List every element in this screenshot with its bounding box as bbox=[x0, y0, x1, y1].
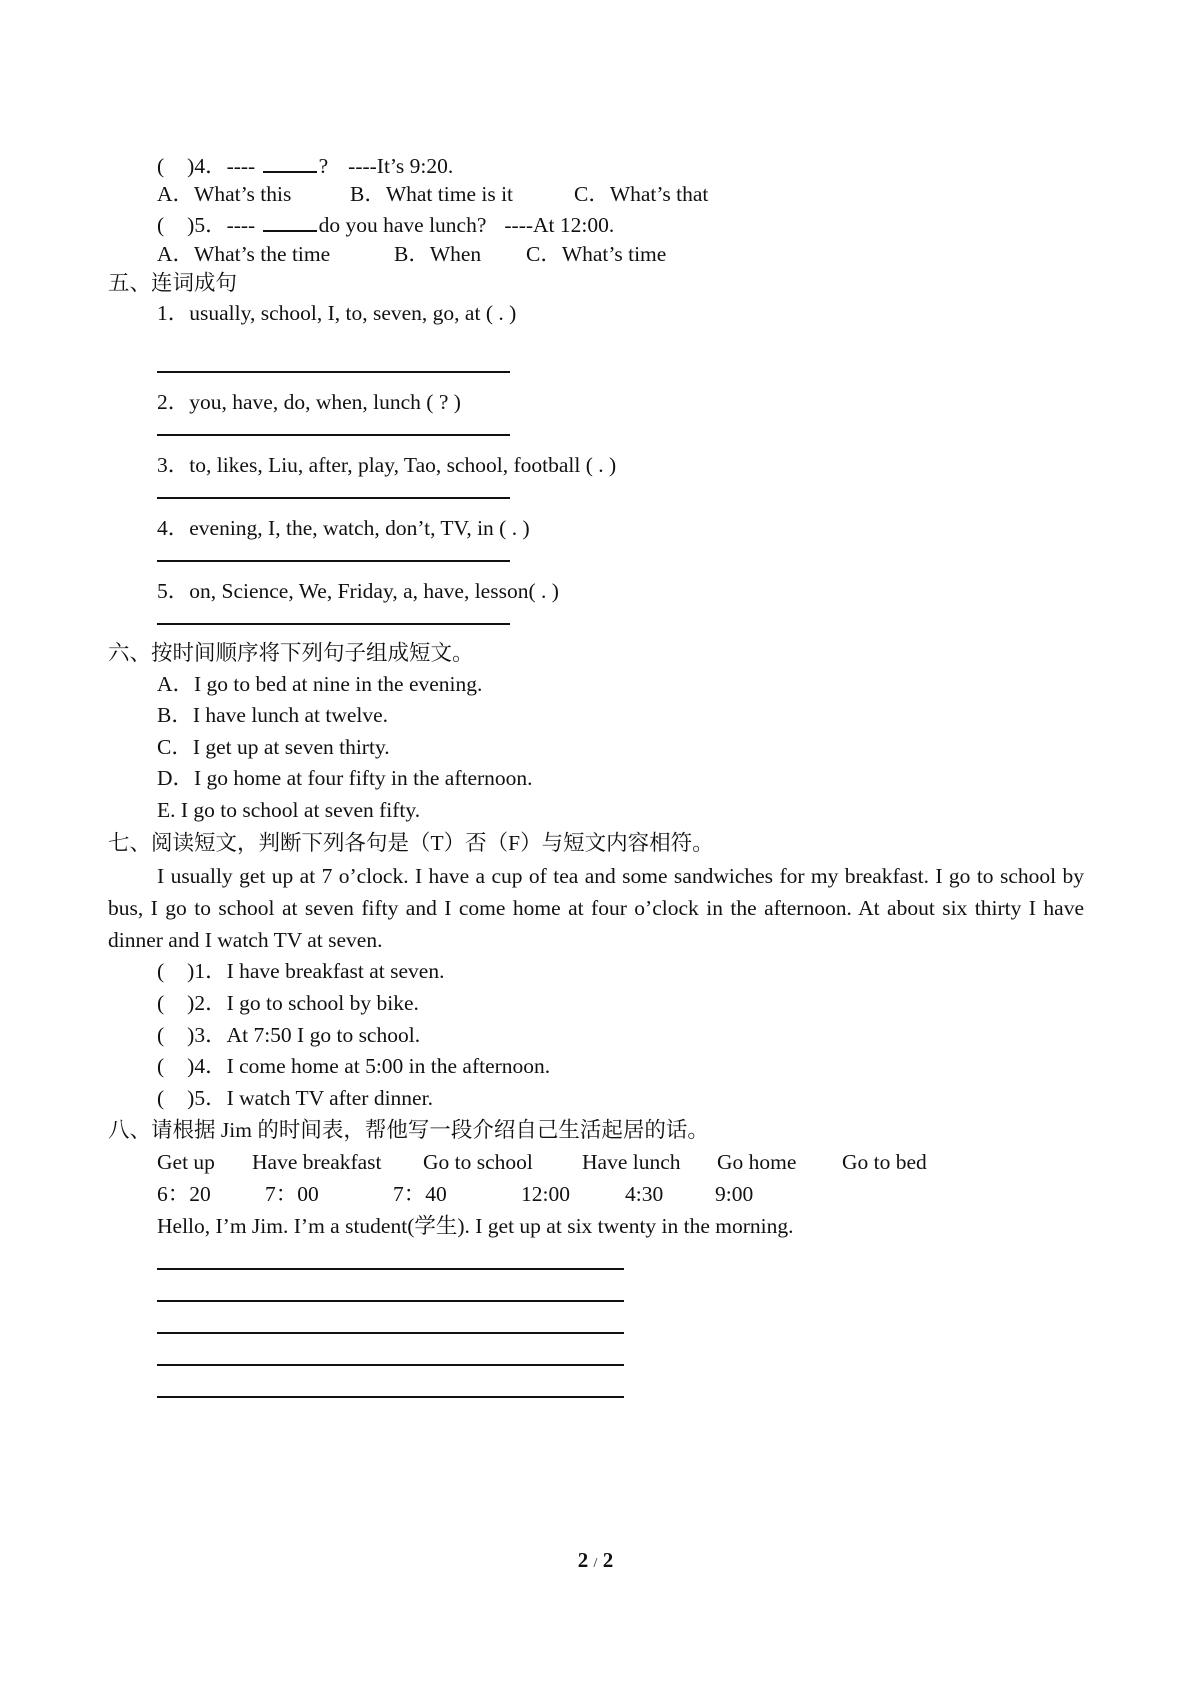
time-get-up: 6：20 bbox=[157, 1182, 211, 1206]
time-go-to-school: 7：40 bbox=[393, 1182, 447, 1206]
writing-line-5[interactable] bbox=[157, 1396, 624, 1398]
time-go-to-bed: 9:00 bbox=[715, 1182, 754, 1206]
activity-have-breakfast: Have breakfast bbox=[252, 1150, 382, 1174]
question-4: ( )4．---- ? ----It’s 9:20. bbox=[157, 149, 453, 181]
judge-item-2: ( )2．I go to school by bike. bbox=[157, 991, 419, 1015]
time-go-home: 4:30 bbox=[625, 1182, 664, 1206]
answer-line-4[interactable] bbox=[157, 560, 510, 562]
sentence-d: D．I go home at four fifty in the afternoon. bbox=[157, 766, 533, 790]
sentence-e: E. I go to school at seven fifty. bbox=[157, 798, 421, 822]
writing-line-1[interactable] bbox=[157, 1268, 624, 1270]
time-have-lunch: 12:00 bbox=[521, 1182, 570, 1206]
judge-item-3: ( )3．At 7:50 I go to school. bbox=[157, 1023, 421, 1047]
option-c: C．What’s that bbox=[574, 182, 709, 206]
sentence-b: B．I have lunch at twelve. bbox=[157, 703, 389, 727]
option-c: C．What’s time bbox=[526, 242, 667, 266]
activity-go-to-school: Go to school bbox=[423, 1150, 533, 1174]
sentence-c: C．I get up at seven thirty. bbox=[157, 735, 390, 759]
option-a: A．What’s the time bbox=[157, 242, 331, 266]
section-8-title: 八、请根据 Jim 的时间表，帮他写一段介绍自己生活起居的话。 bbox=[108, 1118, 709, 1142]
activity-have-lunch: Have lunch bbox=[582, 1150, 681, 1174]
option-b: B．What time is it bbox=[350, 182, 514, 206]
sentence-a: A．I go to bed at nine in the evening. bbox=[157, 672, 483, 696]
word-order-item-2: 2．you, have, do, when, lunch ( ? ) bbox=[157, 390, 461, 414]
answer-blank[interactable] bbox=[263, 208, 317, 232]
activity-get-up: Get up bbox=[157, 1150, 215, 1174]
section-6-title: 六、按时间顺序将下列句子组成短文。 bbox=[108, 641, 474, 665]
option-b: B．When bbox=[394, 242, 482, 266]
option-a: A．What’s this bbox=[157, 182, 292, 206]
word-order-item-4: 4．evening, I, the, watch, don’t, TV, in ( . ) bbox=[157, 516, 530, 540]
answer-line-1[interactable] bbox=[157, 371, 510, 373]
judge-item-5: ( )5．I watch TV after dinner. bbox=[157, 1086, 433, 1110]
activity-go-home: Go home bbox=[717, 1150, 797, 1174]
question-5: ( )5．---- do you have lunch? ----At 12:00. bbox=[157, 208, 614, 240]
reading-passage: I usually get up at 7 o’clock. I have a cup of tea and some sandwiches for my breakfast. I go to school by bus, I go to school at seven fifty and I come home at four o’clock in the afternoon. At about six thirty I have dinner and I watch TV at seven. bbox=[108, 864, 1084, 952]
question-5-options bbox=[157, 238, 666, 270]
answer-blank[interactable] bbox=[263, 149, 317, 173]
word-order-item-5: 5．on, Science, We, Friday, a, have, lesson( . ) bbox=[157, 579, 559, 603]
word-order-item-1: 1．usually, school, I, to, seven, go, at ( . ) bbox=[157, 301, 517, 325]
section-5-title: 五、连词成句 bbox=[108, 271, 238, 295]
judge-item-4: ( )4．I come home at 5:00 in the afternoon. bbox=[157, 1054, 551, 1078]
writing-intro: Hello, I’m Jim. I’m a student(学生). I get up at six twenty in the morning. bbox=[157, 1214, 794, 1238]
time-have-breakfast: 7：00 bbox=[265, 1182, 319, 1206]
writing-line-2[interactable] bbox=[157, 1300, 624, 1302]
activity-go-to-bed: Go to bed bbox=[842, 1150, 927, 1174]
page-number: 2 / 2 bbox=[577, 1548, 614, 1572]
answer-line-5[interactable] bbox=[157, 623, 510, 625]
answer-line-2[interactable] bbox=[157, 434, 510, 436]
timetable-times bbox=[157, 1178, 753, 1210]
question-4-options bbox=[157, 178, 708, 210]
answer-line-3[interactable] bbox=[157, 497, 510, 499]
writing-line-4[interactable] bbox=[157, 1364, 624, 1366]
judge-item-1: ( )1．I have breakfast at seven. bbox=[157, 959, 445, 983]
timetable-activities bbox=[157, 1146, 927, 1178]
section-7-title: 七、阅读短文，判断下列各句是（T）否（F）与短文内容相符。 bbox=[108, 831, 714, 855]
writing-line-3[interactable] bbox=[157, 1332, 624, 1334]
word-order-item-3: 3．to, likes, Liu, after, play, Tao, school, football ( . ) bbox=[157, 453, 617, 477]
